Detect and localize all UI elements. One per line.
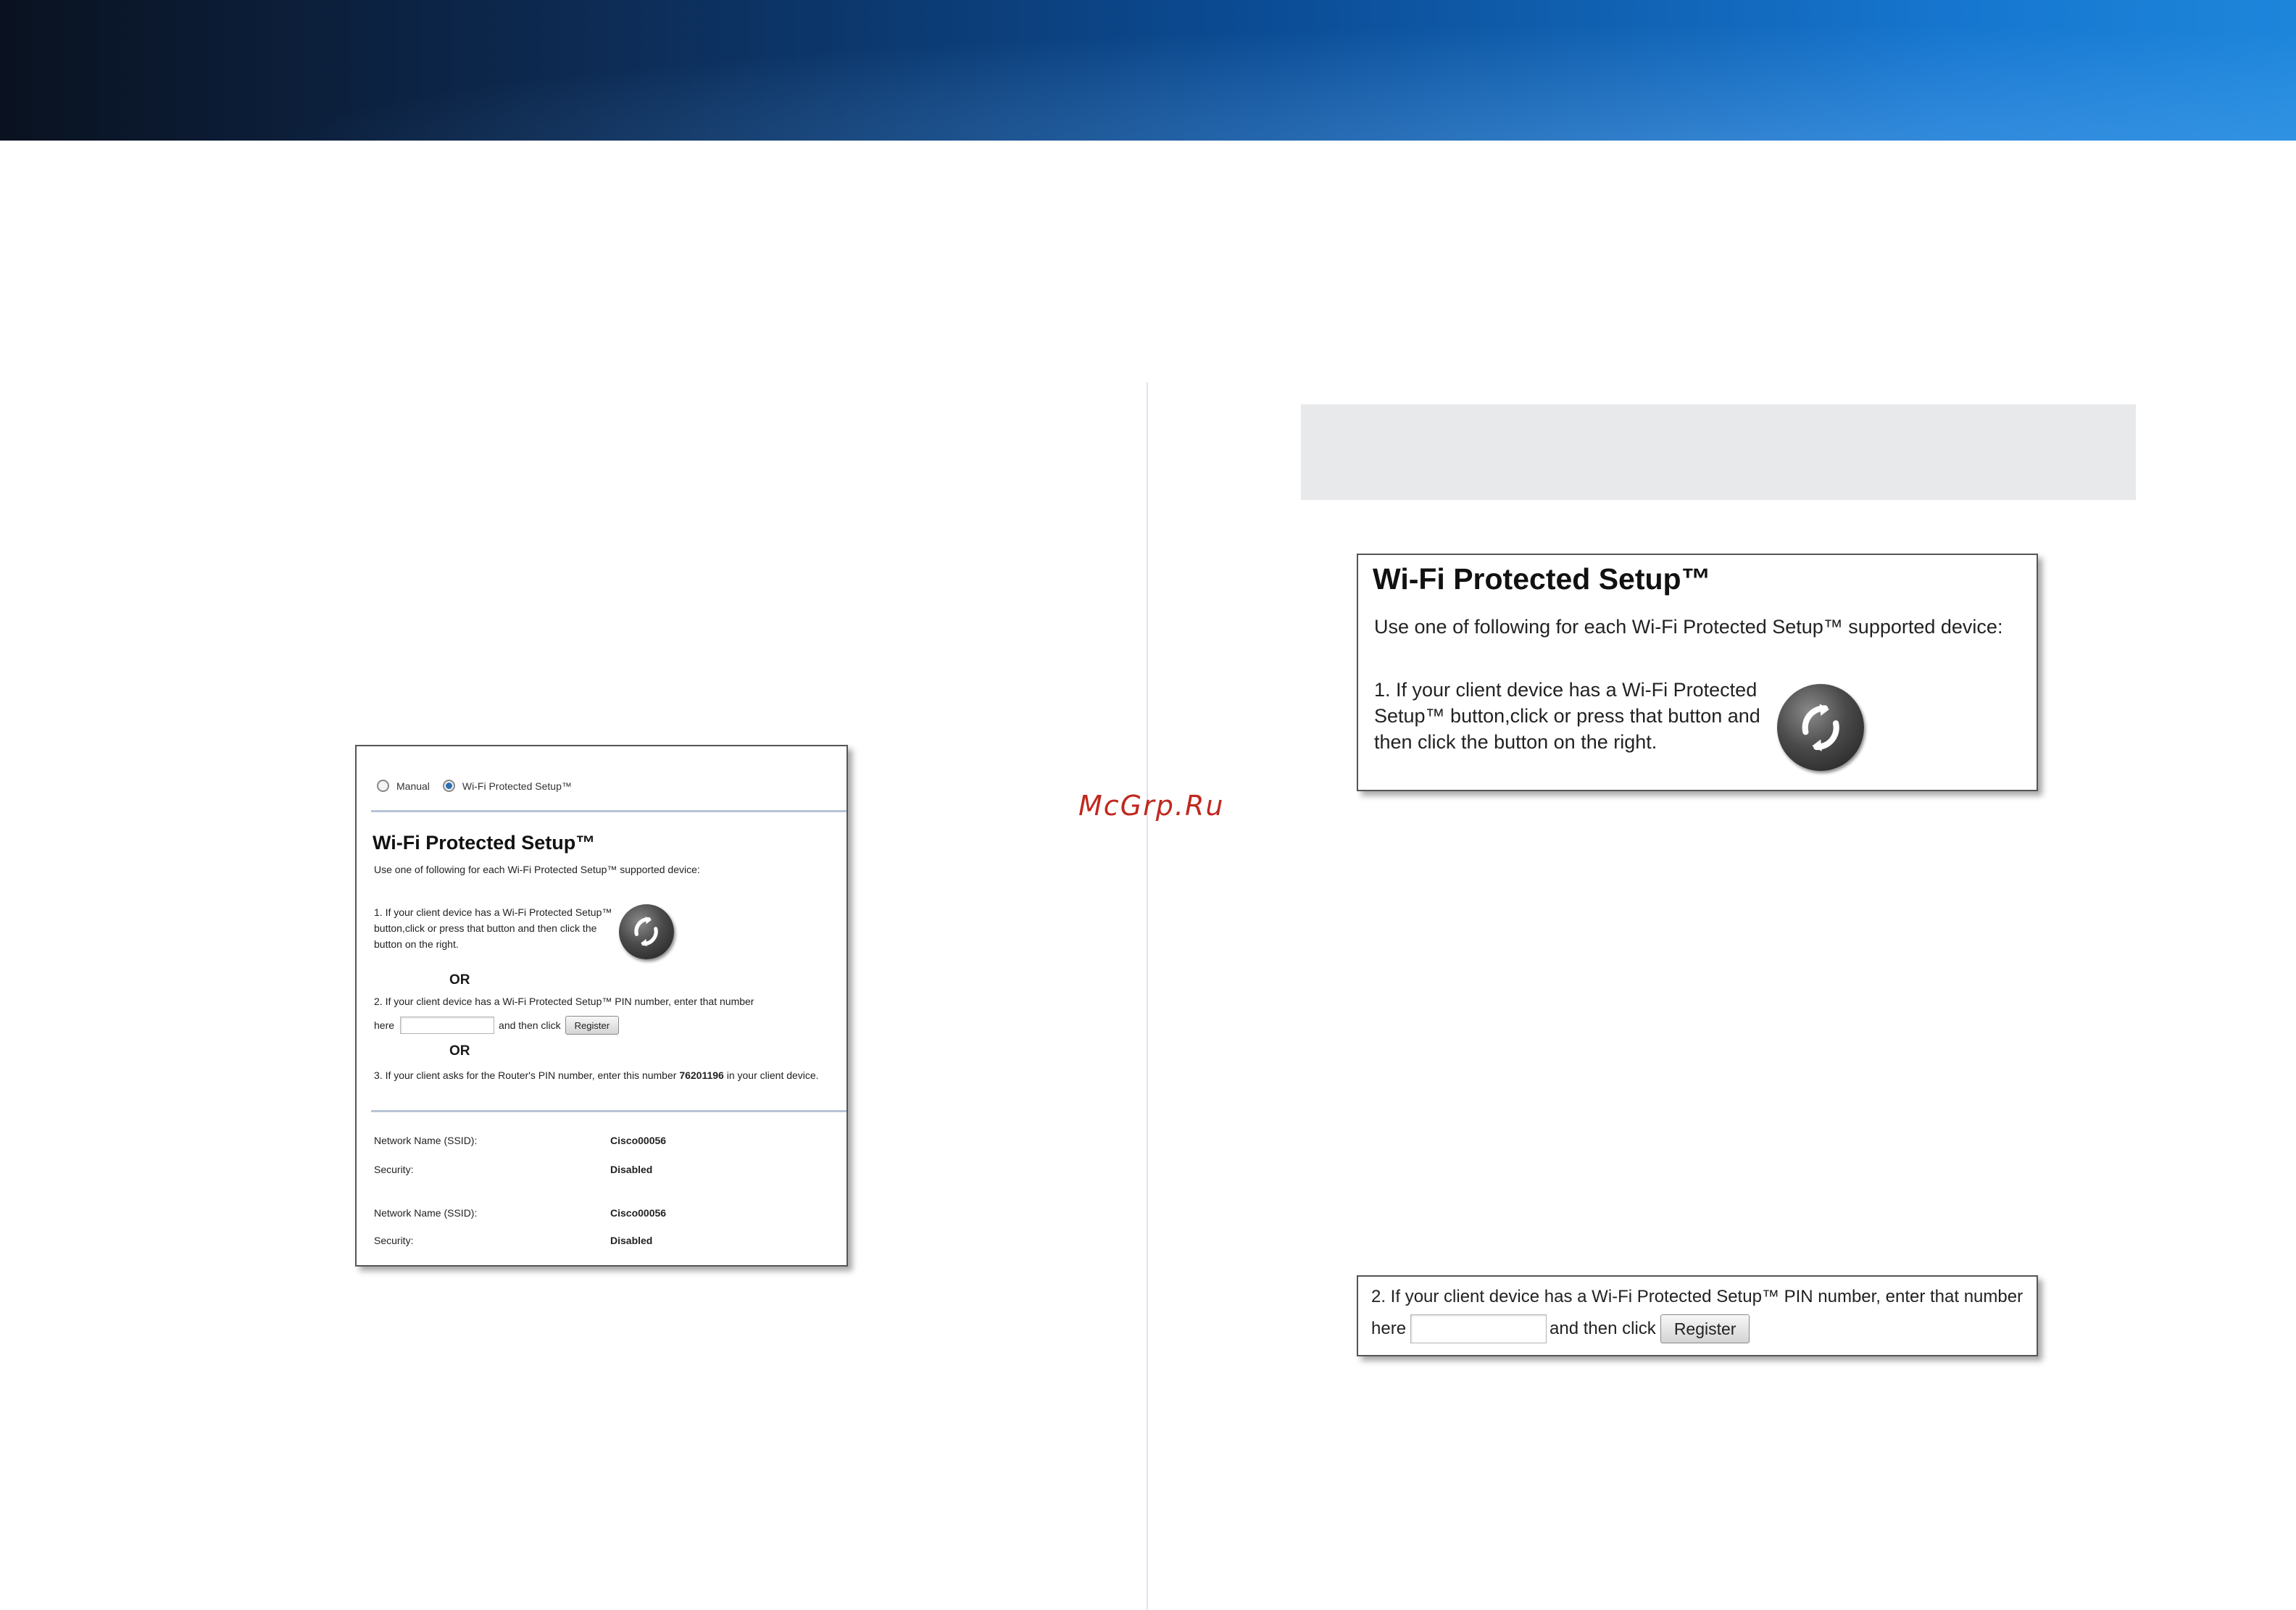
security-label: Security: (374, 1164, 414, 1175)
ssid-value: Cisco00056 (610, 1207, 667, 1219)
ssid-label: Network Name (SSID): (374, 1207, 478, 1219)
here-label: here (1371, 1319, 1407, 1338)
page-title: Wi-Fi Protected Setup™ (1373, 562, 1711, 596)
step2-text: 2. If your client device has a Wi-Fi Protected Setup™ PIN number, enter that number (1371, 1287, 2023, 1306)
ssid-label: Network Name (SSID): (374, 1135, 478, 1146)
step3-suffix: in your client device. (726, 1069, 819, 1081)
step3-prefix: 3. If your client asks for the Router's PIN number, enter this number (374, 1069, 677, 1081)
security-label: Security: (374, 1235, 414, 1246)
here-label: here (374, 1019, 395, 1031)
register-button[interactable]: Register (565, 1016, 619, 1035)
wps-full-screenshot (355, 745, 848, 1267)
wps-step2-screenshot (1357, 1275, 2038, 1356)
step3-text (374, 1068, 838, 1083)
watermark: McGrp.Ru (1078, 790, 1225, 822)
then-click-label: and then click (499, 1019, 561, 1031)
step1-text: 1. If your client device has a Wi-Fi Protected Setup™ button,click or press that button and then click the button on the right. (374, 906, 612, 950)
column-divider (1147, 383, 1148, 1610)
ssid-value: Cisco00056 (610, 1135, 667, 1146)
pin-input[interactable] (1410, 1314, 1547, 1343)
or-label: OR (449, 972, 470, 988)
page-subtitle: Use one of following for each Wi-Fi Protected Setup™ supported device: (1374, 616, 2003, 638)
page-title: Wi-Fi Protected Setup™ (373, 832, 596, 854)
pin-entry-row (374, 1016, 619, 1035)
security-value: Disabled (610, 1164, 653, 1175)
top-banner (0, 0, 2296, 141)
wps-arrows-icon (629, 914, 663, 948)
divider (371, 1110, 847, 1112)
pin-input[interactable] (400, 1017, 494, 1034)
manual-radio[interactable] (377, 780, 389, 792)
wps-radio-label: Wi-Fi Protected Setup™ (462, 780, 572, 792)
then-click-label: and then click (1550, 1319, 1656, 1338)
register-button[interactable]: Register (1660, 1314, 1750, 1343)
wps-radio[interactable] (443, 780, 455, 792)
wps-button-icon[interactable] (1777, 684, 1864, 771)
router-pin: 76201196 (679, 1069, 724, 1081)
step2-text: 2. If your client device has a Wi-Fi Protected Setup™ PIN number, enter that number (374, 996, 754, 1007)
step1-text: 1. If your client device has a Wi-Fi Protected Setup™ button,click or press that button and then click the button on the right. (1374, 679, 1760, 753)
or-label: OR (449, 1043, 470, 1059)
wps-step1-screenshot (1357, 554, 2038, 791)
security-value: Disabled (610, 1235, 653, 1246)
mode-radio-group (377, 780, 572, 792)
page-subtitle: Use one of following for each Wi-Fi Protected Setup™ supported device: (374, 864, 700, 875)
divider (371, 810, 847, 812)
pin-entry-row (1371, 1314, 1750, 1343)
manual-radio-label: Manual (396, 780, 430, 792)
wps-button-icon[interactable] (619, 904, 674, 959)
section-header-bar (1301, 404, 2136, 500)
wps-arrows-icon (1794, 701, 1847, 754)
